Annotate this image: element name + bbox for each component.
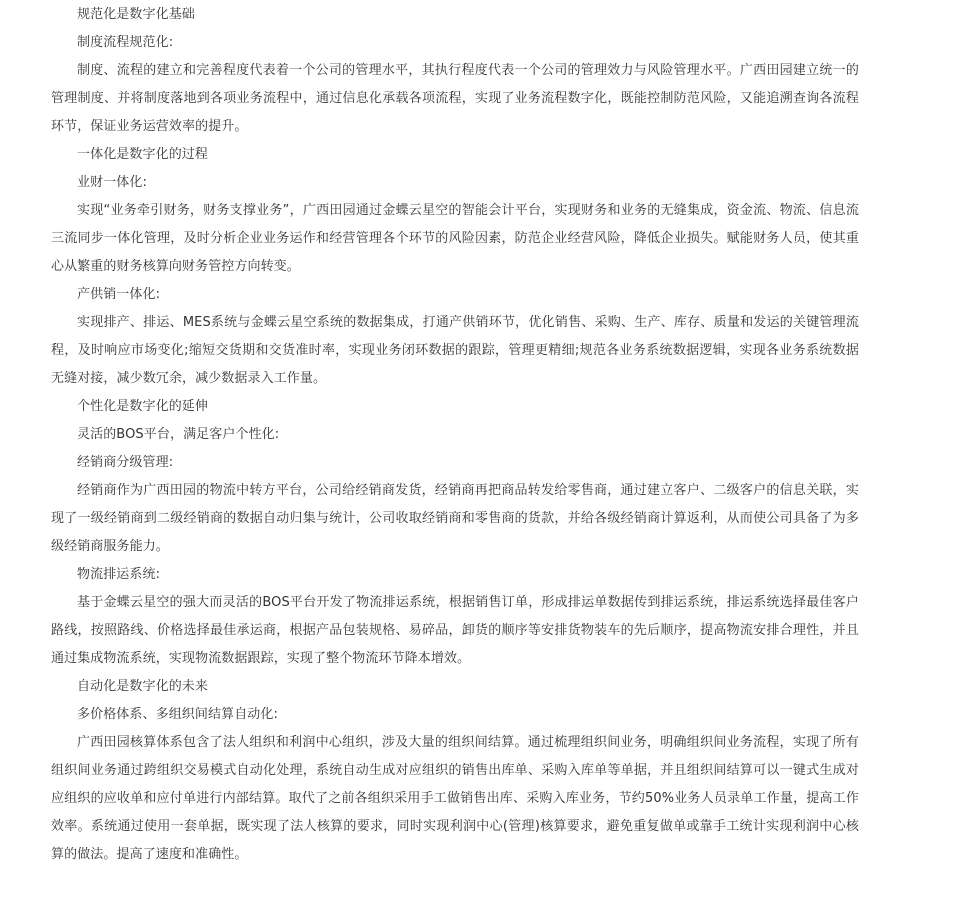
subheading-process-standardization: 制度流程规范化:: [77, 35, 174, 50]
paragraph-multi-org-settlement: 广西田园核算体系包含了法人组织和利润中心组织，涉及大量的组织间结算。通过梳理组织间业务，明确组织间业务流程，实现了所有组织间业务通过跨组织交易模式自动化处理，系统自动生成对应组织的销售出库单、采购入库单等单据，并且组织间结算可以一键式生成对应组织的应收单和应付单进行内部结算。取代了之前各组织采用手工做销售出库、采购入库业务，节约50%业务人员录单工作量，提高工作效率。系统通过使用一套单据，既实现了法人核算的要求，同时实现利润中心(管理)核算要求，避免重复做单或靠手工统计实现利润中心核算的做法。提高了速度和准确性。: [51, 735, 859, 862]
section-heading-automation: 自动化是数字化的未来: [77, 679, 209, 694]
section-heading-standardization: 规范化是数字化基础: [77, 7, 195, 22]
paragraph-production-supply-sales-integration: 实现排产、排运、MES系统与金蝶云星空系统的数据集成，打通产供销环节，优化销售、采购、生产、库存、质量和发运的关键管理流程，及时响应市场变化;缩短交货期和交货准时率，实现业务闭环数据的跟踪，管理更精细;规范各业务系统数据逻辑，实现各业务系统数据无缝对接，减少数冗余，减少数据录入工作量。: [51, 315, 859, 386]
subheading-business-finance-integration: 业财一体化:: [77, 175, 147, 190]
section-heading-personalization: 个性化是数字化的延伸: [77, 399, 209, 414]
paragraph-dealer-management: 经销商作为广西田园的物流中转方平台，公司给经销商发货，经销商再把商品转发给零售商，通过建立客户、二级客户的信息关联，实现了一级经销商到二级经销商的数据自动归集与统计，公司收取经销商和零售商的货款，并给各级经销商计算返利，从而使公司具备了为多级经销商服务能力。: [51, 483, 859, 554]
subheading-multi-org-settlement: 多价格体系、多组织间结算自动化:: [77, 707, 278, 722]
article-body: [51, 1, 859, 869]
subheading-logistics-scheduling: 物流排运系统:: [77, 567, 161, 582]
paragraph-process-standardization: 制度、流程的建立和完善程度代表着一个公司的管理水平，其执行程度代表一个公司的管理效力与风险管理水平。广西田园建立统一的管理制度、并将制度落地到各项业务流程中，通过信息化承载各项流程，实现了业务流程数字化，既能控制防范风险，又能追溯查询各流程环节，保证业务运营效率的提升。: [51, 63, 859, 134]
subheading-bos-platform: 灵活的BOS平台，满足客户个性化:: [77, 427, 280, 442]
subheading-dealer-management: 经销商分级管理:: [77, 455, 174, 470]
paragraph-logistics-scheduling: 基于金蝶云星空的强大而灵活的BOS平台开发了物流排运系统，根据销售订单，形成排运单数据传到排运系统，排运系统选择最佳客户路线，按照路线、价格选择最佳承运商，根据产品包装规格、易碎品，卸货的顺序等安排货物装车的先后顺序，提高物流安排合理性，并且通过集成物流系统，实现物流数据跟踪，实现了整个物流环节降本增效。: [51, 595, 859, 666]
section-heading-integration: 一体化是数字化的过程: [77, 147, 209, 162]
subheading-production-supply-sales-integration: 产供销一体化:: [77, 287, 161, 302]
paragraph-business-finance-integration: 实现“业务牵引财务，财务支撑业务”，广西田园通过金蝶云星空的智能会计平台，实现财务和业务的无缝集成，资金流、物流、信息流三流同步一体化管理，及时分析企业业务运作和经营管理各个环节的风险因素，防范企业经营风险，降低企业损失。赋能财务人员，使其重心从繁重的财务核算向财务管控方向转变。: [51, 203, 859, 274]
